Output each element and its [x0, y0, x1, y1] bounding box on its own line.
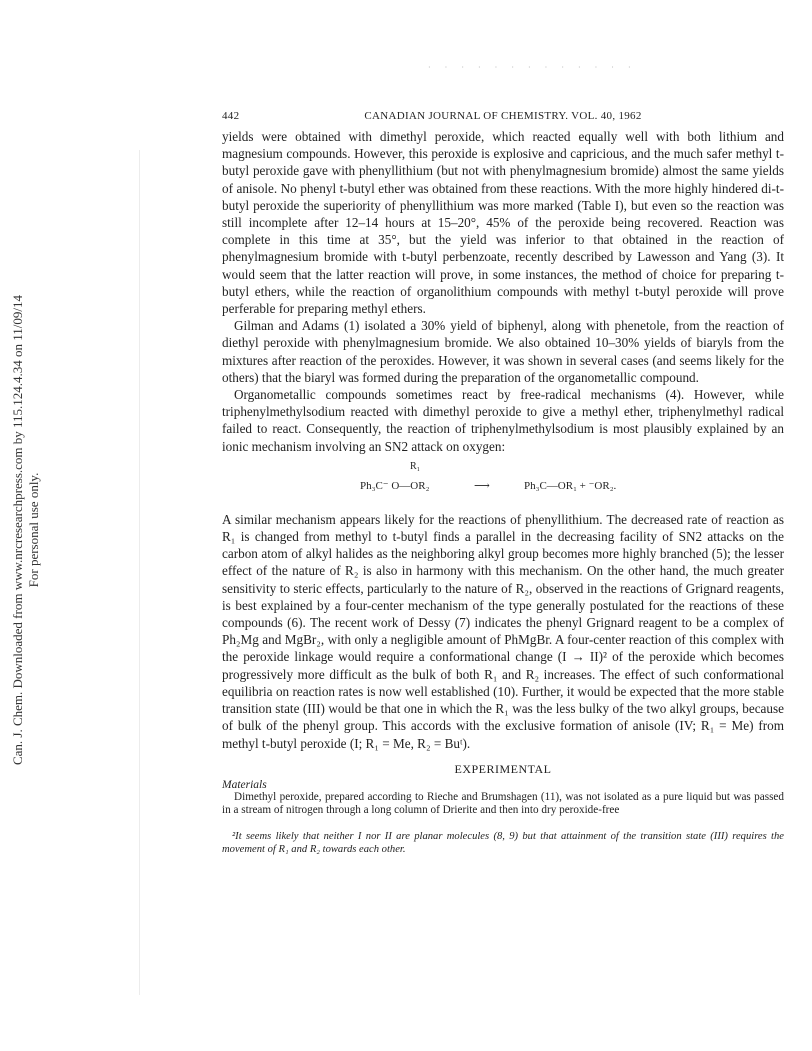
page-body	[222, 110, 784, 856]
page-number: 442	[222, 110, 240, 122]
equation-products: Ph₃C—OR₁ + ⁻OR₂.	[524, 479, 617, 492]
paragraph-2: Gilman and Adams (1) isolated a 30% yield of biphenyl, along with phenetole, from the reaction of diethyl peroxide with phenylmagnesium bromide. We also obtained 10–30% yields of biaryls from the mixtures after reaction of the peroxides. However, it was shown in several cases (and seems likely for the others) that the biaryl was formed during the preparation of the organometallic compound.	[222, 318, 784, 385]
side-watermark-text	[10, 290, 42, 770]
reaction-equation	[222, 461, 784, 497]
scan-margin-line	[139, 150, 140, 995]
footnote: ²It seems likely that neither I nor II are planar molecules (8, 9) but that attainment of the transition state (III) requires the movement of R₁ and R₂ towards each other.	[222, 830, 784, 855]
side-watermark-line1: Can. J. Chem. Downloaded from www.nrcresearchpress.com by 115.124.4.34 on 11/09/14	[10, 294, 25, 766]
scan-marks: · · · · · · · · · · · · ·	[428, 63, 637, 72]
paragraph-1: yields were obtained with dimethyl peroxide, which reacted equally well with both lithium and magnesium compounds. However, this peroxide is explosive and capricious, and the much safer methyl t-butyl peroxide gave with phenyllithium (but not with phenylmagnesium bromide) almost the same yields of anisole. No phenyl t-butyl ether was obtained from these reactions. With the more highly hindered di-t-butyl peroxide the superiority of phenyllithium was more marked (Table I), but even so the reaction was still incomplete after 12–14 hours at 15–20°, 45% of the peroxide being recovered. Reaction was complete in this time at 35°, but the yield was inferior to that obtained in the reaction of phenylmagnesium bromide with t-butyl perbenzoate, recently described by Lawesson and Yang (3). It would seem that the latter reaction will prove, in some instances, the method of choice for preparing t-butyl ethers, while the reaction of organolithium compounds with methyl t-butyl peroxide will prove perferable for preparing methyl ethers.	[222, 129, 784, 317]
section-title: EXPERIMENTAL	[454, 761, 552, 776]
reaction-arrow-icon: ⟶	[474, 479, 490, 492]
paragraph-3: Organometallic compounds sometimes react by free-radical mechanisms (4). However, while triphenylmethylsodium reacted with dimethyl peroxide to give a methyl ether, triphenylmethyl radical failed to react. Consequently, the reaction of triphenylmethylsodium is most plausibly explained by an ionic mechanism involving an SN2 attack on oxygen:	[222, 387, 784, 454]
equation-r1-label: R₁	[410, 460, 421, 472]
side-watermark	[10, 290, 50, 770]
running-header	[222, 110, 784, 122]
paragraph-4: A similar mechanism appears likely for the reactions of phenyllithium. The decreased rate of reaction as R₁ is changed from methyl to t-butyl finds a parallel in the decreasing facility of SN2 attacks on the carbon atom of alkyl halides as the neighboring alkyl group becomes more highly branched (5); the lesser effect of the nature of R₂ is also in harmony with this mechanism. On the other hand, the much greater sensitivity to steric effects, particularly to the nature of R₂, observed in the reactions of Grignard reagents, is best explained by a four-center mechanism of the type generally postulated for the reactions of these compounds (6). The recent work of Dessy (7) indicates the phenyl Grignard reagent to be a complex of Ph₂Mg and MgBr₂, with only a negligible amount of PhMgBr. A four-center reaction of this complex with the peroxide linkage would require a conformational change (I → II)² of the peroxide which becomes progressively more difficult as the bulk of both R₁ and R₂ increases. The effect of such conformational equilibria on reaction rates is now well established (10). Further, it would be expected that the more stable transition state (III) would be that one in which the R₁ was the less bulky of the two alkyl groups, because of bulk of the phenyl group. This accords with the exclusive formation of anisole (IV; R₁ = Me) from methyl t-butyl peroxide (I; R₁ = Me, R₂ = Buᵗ).	[222, 511, 784, 751]
equation-reactants: Ph₃C⁻ O—OR₂	[360, 479, 430, 492]
journal-title: CANADIAN JOURNAL OF CHEMISTRY. VOL. 40, 1962	[364, 110, 642, 122]
side-watermark-line2: For personal use only.	[26, 472, 41, 588]
materials-text: Dimethyl peroxide, prepared according to Rieche and Brumshagen (11), was not isolated as a pure liquid but was passed in a stream of nitrogen through a long column of Drierite and then into dry peroxide-free	[222, 790, 784, 817]
subheading: Materials	[222, 778, 267, 791]
